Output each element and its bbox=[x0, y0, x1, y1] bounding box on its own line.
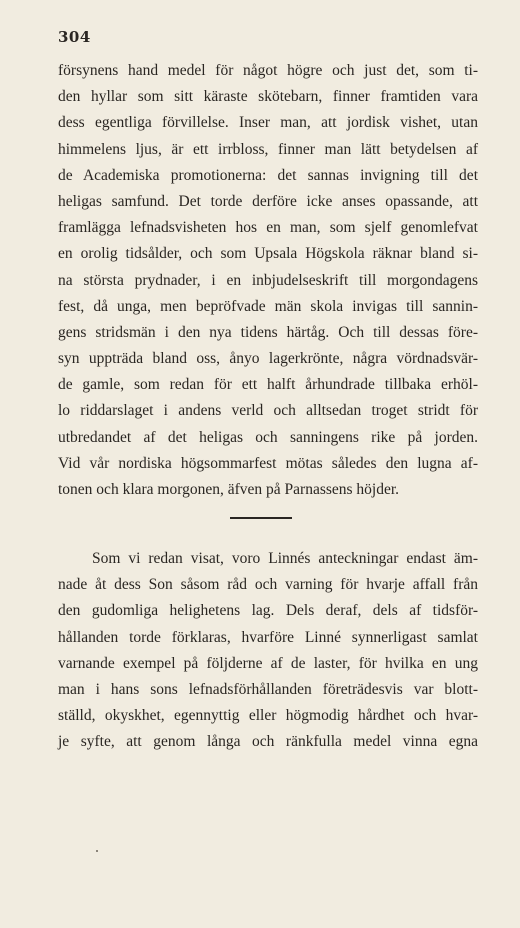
text-line: je syfte, att genom långa och ränkfulla medel vinna egna bbox=[58, 733, 478, 751]
text-line: den gudomliga helighetens lag. Dels deraf, dels af tidsför- bbox=[58, 602, 478, 620]
text-line: nade åt dess Son såsom råd och varning för hvarje affall från bbox=[58, 576, 478, 594]
paper-speck bbox=[96, 850, 98, 852]
text-line: varnande exempel på följderne af de laster, för hvilka en ung bbox=[58, 654, 478, 672]
text-line: na största prydnader, i en inbjudelseskrift till morgondagens bbox=[58, 271, 478, 289]
text-line: försynens hand medel för något högre och just det, som ti- bbox=[58, 62, 478, 79]
text-line: en orolig tidsålder, och som Upsala Högskola räknar bland si- bbox=[58, 245, 478, 263]
text-line: de gamle, som redan för ett halft århundrade tillbaka erhöl- bbox=[58, 376, 478, 394]
text-line: Vid vår nordiska högsommarfest mötas således den lugna af- bbox=[58, 454, 478, 472]
text-line: fest, då unga, men bepröfvade män skola invigas till sannin- bbox=[58, 297, 478, 315]
text-line: Som vi redan visat, voro Linnés anteckningar endast äm- bbox=[92, 550, 478, 567]
text-line: de Academiska promotionerna: det sannas invigning till det bbox=[58, 166, 478, 184]
paragraph-2 bbox=[58, 546, 478, 756]
text-line: den hyllar som sitt käraste skötebarn, finner framtiden vara bbox=[58, 88, 478, 106]
text-line: tonen och klara morgonen, äfven på Parnassens höjder. bbox=[58, 481, 400, 498]
text-line: heligas samfund. Det torde derföre icke anses opassande, att bbox=[58, 192, 478, 210]
text-line: himmelens ljus, är ett irrbloss, finner man lätt betydelsen af bbox=[58, 140, 478, 158]
paragraph-1 bbox=[58, 58, 478, 503]
text-line: hållanden torde förklaras, hvarföre Linné synnerligast samlat bbox=[58, 628, 478, 646]
page-number: 304 bbox=[58, 28, 91, 46]
text-line: ställd, okyskhet, egennyttig eller högmodig hårdhet och hvar- bbox=[58, 707, 478, 725]
text-line: lo riddarslaget i andens verld och alltsedan troget stridt för bbox=[58, 402, 478, 420]
text-line: gens stridsmän i den nya tidens härtåg. Och till dessas före- bbox=[58, 323, 478, 341]
text-line: dess egentliga förvillelse. Inser man, att jordisk vishet, utan bbox=[58, 114, 478, 132]
section-divider bbox=[230, 517, 292, 519]
text-line: utbredandet af det heligas och sanningens rike på jorden. bbox=[58, 428, 478, 446]
text-line: syn uppträda bland oss, ånyo lagerkrönte, några vördnadsvär- bbox=[58, 350, 478, 368]
text-line: man i hans sons lefnadsförhållanden företrädesvis var blott- bbox=[58, 680, 478, 698]
text-line: framlägga lefnadsvisheten hos en man, som sjelf genomlefvat bbox=[58, 219, 478, 237]
